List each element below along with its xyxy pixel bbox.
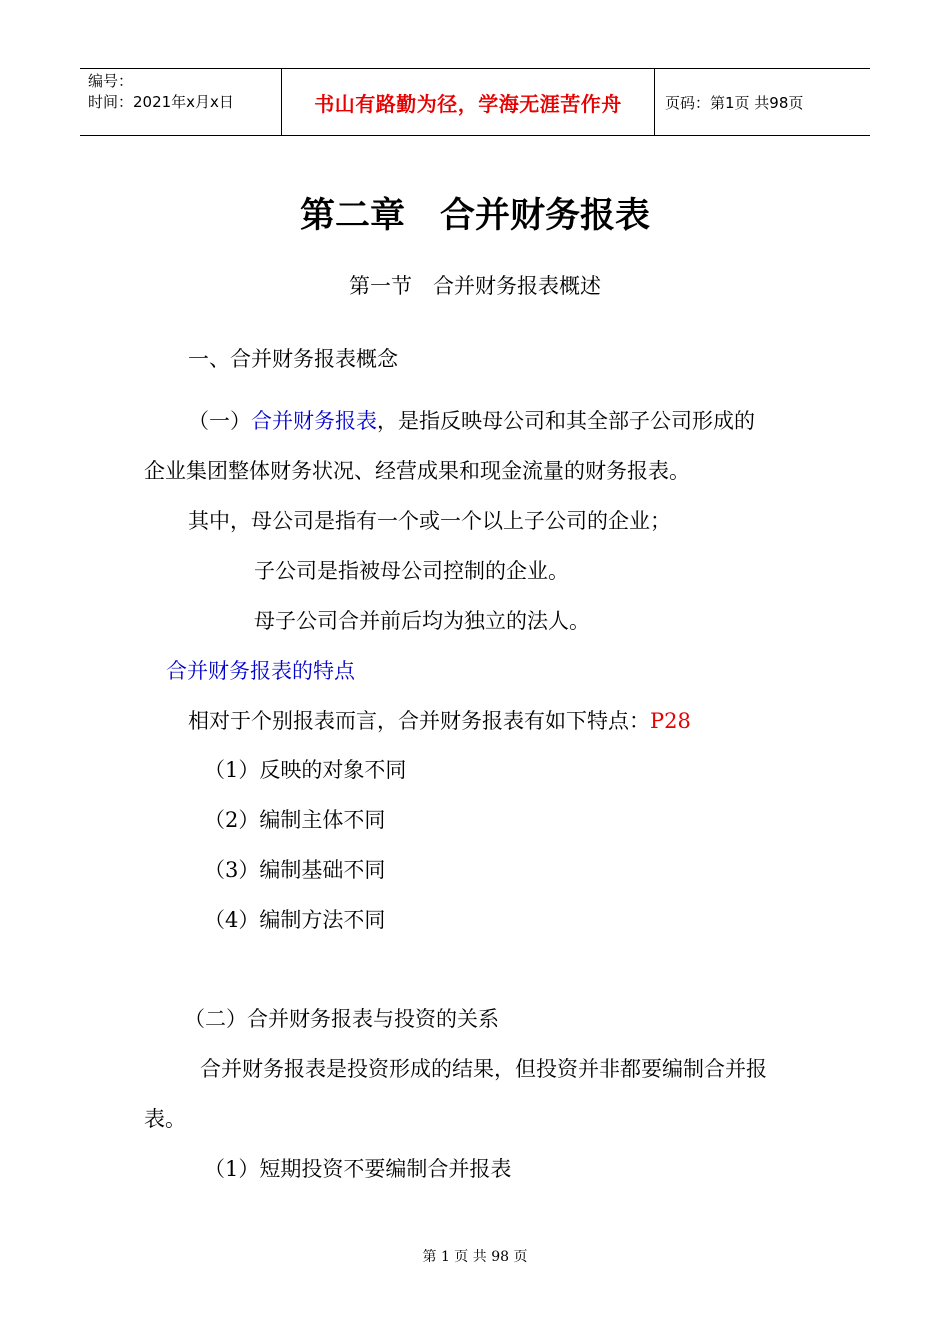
number-label: 编号： — [88, 72, 134, 90]
paragraph-parent: 其中，母公司是指有一个或一个以上子公司的企业； — [188, 509, 671, 533]
feature-item: （3）编制基础不同 — [204, 858, 386, 882]
section-title: 第一节 合并财务报表概述 — [349, 274, 601, 298]
feature-item: （1）反映的对象不同 — [204, 758, 407, 782]
paragraph-legal-entity: 母子公司合并前后均为独立的法人。 — [254, 609, 590, 633]
paragraph-investment-cont: 表。 — [144, 1107, 186, 1131]
paragraph-subsidiary: 子公司是指被母公司控制的企业。 — [254, 559, 569, 583]
chapter-title: 第二章 合并财务报表 — [299, 196, 650, 236]
feature-item: （2）编制主体不同 — [204, 808, 386, 832]
header-motto: 书山有路勤为径，学海无涯苦作舟 — [281, 69, 655, 135]
features-intro-text: 相对于个别报表而言，合并财务报表有如下特点： — [188, 709, 650, 733]
heading-concept: 一、合并财务报表概念 — [188, 347, 398, 371]
header-table — [80, 68, 870, 136]
feature-item: （4）编制方法不同 — [204, 908, 386, 932]
features-page-ref: P28 — [650, 709, 691, 733]
definition-prefix: （一） — [188, 409, 251, 433]
features-heading: 合并财务报表的特点 — [166, 659, 355, 683]
header-page-info: 页码：第1页 共98页 — [665, 93, 804, 112]
heading-investment-relation: （二）合并财务报表与投资的关系 — [184, 1007, 499, 1031]
definition-rest: ，是指反映母公司和其全部子公司形成的 — [377, 409, 755, 433]
paragraph-short-term: （1）短期投资不要编制合并报表 — [204, 1157, 512, 1181]
paragraph-investment: 合并财务报表是投资形成的结果，但投资并非都要编制合并报 — [200, 1057, 767, 1081]
features-intro — [188, 707, 691, 735]
paragraph-definition-cont: 企业集团整体财务状况、经营成果和现金流量的财务报表。 — [144, 459, 690, 483]
page-footer: 第 1 页 共 98 页 — [422, 1249, 528, 1265]
paragraph-definition — [188, 407, 755, 435]
header-meta — [80, 69, 281, 135]
definition-term: 合并财务报表 — [251, 409, 377, 433]
time-label: 时间：2021年x月x日 — [88, 93, 234, 111]
